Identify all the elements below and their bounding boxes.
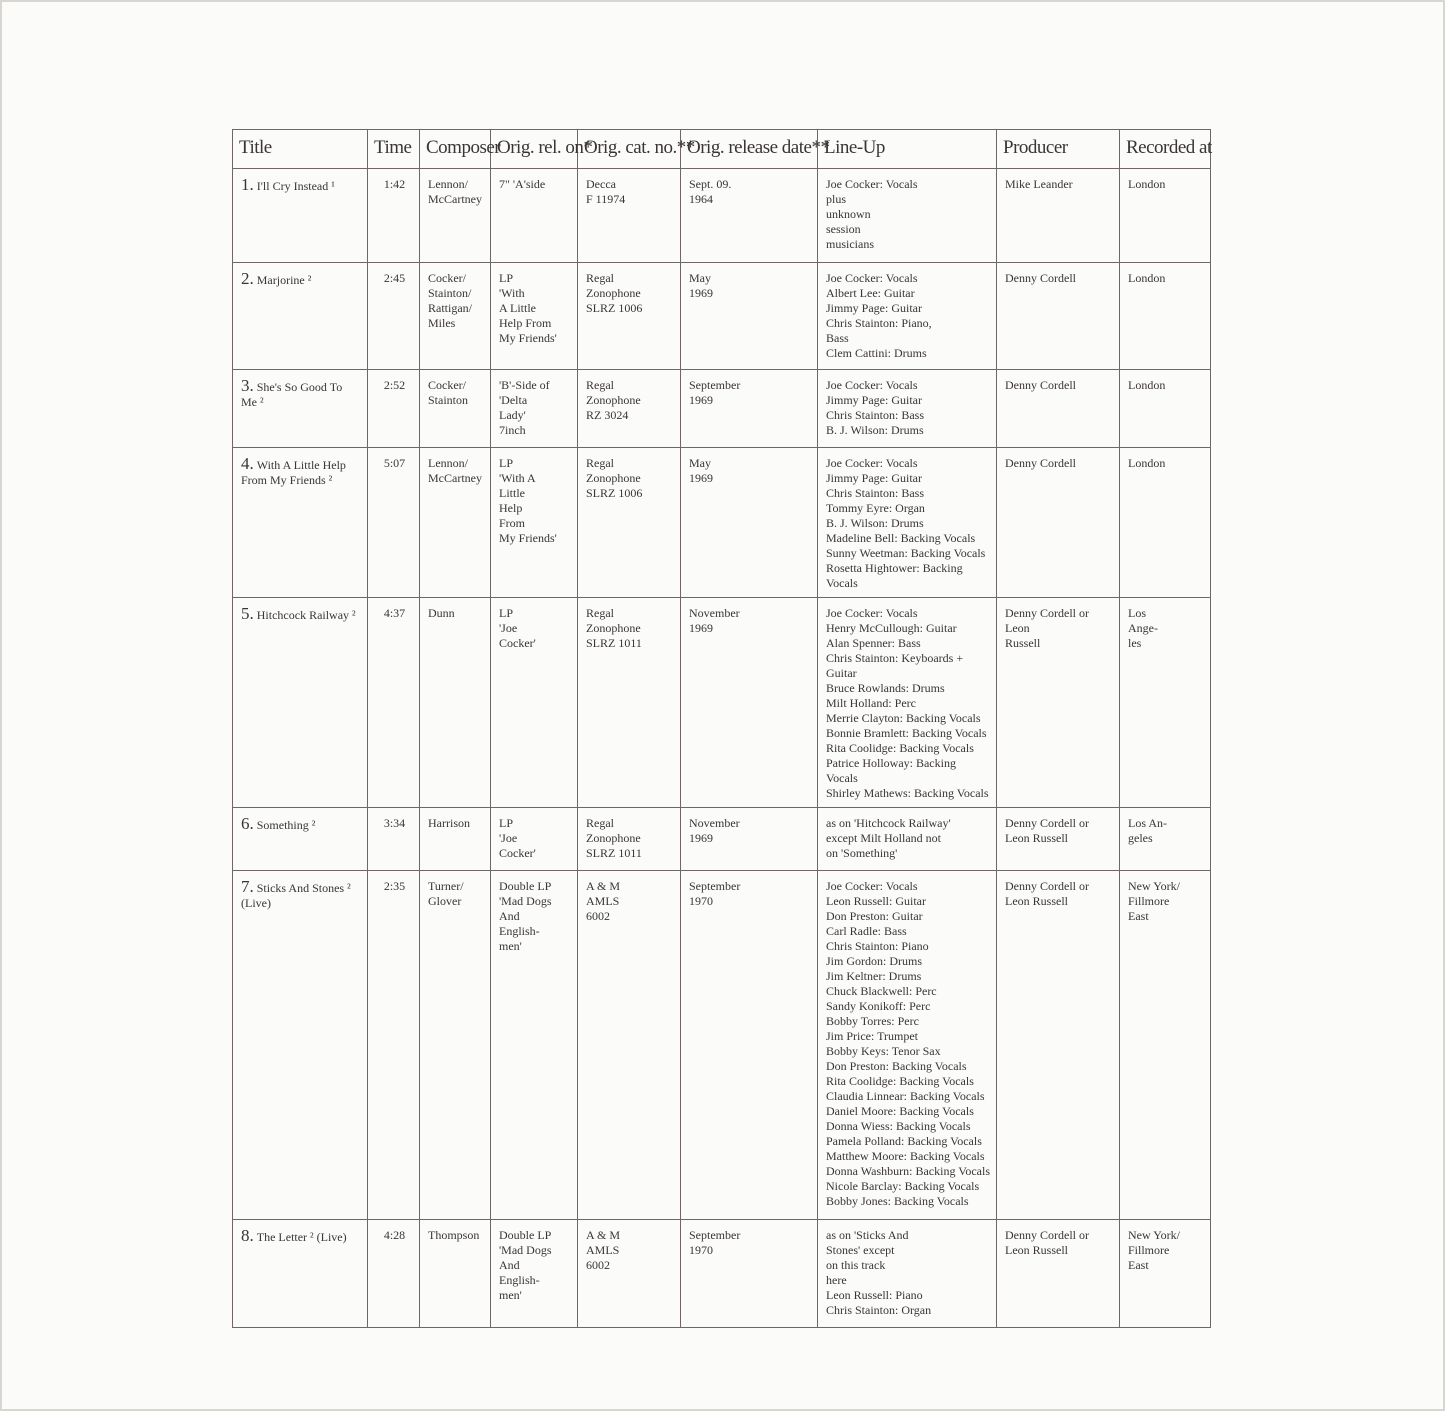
track-number: 7. bbox=[241, 877, 254, 896]
header-line-up: Line-Up bbox=[818, 130, 997, 169]
header-time: Time bbox=[368, 130, 420, 169]
track-cat-no: A & M AMLS 6002 bbox=[578, 871, 681, 1220]
table-row bbox=[233, 598, 1211, 808]
track-release-date: November 1969 bbox=[681, 598, 818, 808]
track-number: 1. bbox=[241, 175, 254, 194]
track-composer: Cocker/ Stainton bbox=[420, 370, 491, 448]
track-cat-no: Regal Zonophone SLRZ 1011 bbox=[578, 808, 681, 871]
track-composer: Thompson bbox=[420, 1220, 491, 1328]
track-release-date: May 1969 bbox=[681, 263, 818, 370]
track-orig-rel-on: Double LP 'Mad Dogs And English- men' bbox=[491, 871, 578, 1220]
header-title: Title bbox=[233, 130, 368, 169]
track-producer: Denny Cordell or Leon Russell bbox=[997, 1220, 1120, 1328]
track-lineup: as on 'Sticks And Stones' except on this track here Leon Russell: Piano Chris Stainton: Organ bbox=[818, 1220, 997, 1328]
table-row bbox=[233, 808, 1211, 871]
track-composer: Cocker/ Stainton/ Rattigan/ Miles bbox=[420, 263, 491, 370]
track-cat-no: Regal Zonophone SLRZ 1006 bbox=[578, 263, 681, 370]
track-orig-rel-on: LP 'Joe Cocker' bbox=[491, 598, 578, 808]
track-release-date: November 1969 bbox=[681, 808, 818, 871]
track-cat-no: Regal Zonophone SLRZ 1011 bbox=[578, 598, 681, 808]
track-lineup: Joe Cocker: Vocals plus unknown session musicians bbox=[818, 169, 997, 263]
track-time: 4:37 bbox=[368, 598, 420, 808]
track-time: 3:34 bbox=[368, 808, 420, 871]
track-title: Sticks And Stones ² (Live) bbox=[241, 881, 351, 910]
track-recorded-at: Los Ange- les bbox=[1120, 598, 1211, 808]
track-number: 5. bbox=[241, 604, 254, 623]
track-title-cell bbox=[233, 370, 368, 448]
header-orig-cat-no: Orig. cat. no.** bbox=[578, 130, 681, 169]
track-producer: Denny Cordell bbox=[997, 370, 1120, 448]
track-time: 2:45 bbox=[368, 263, 420, 370]
track-number: 6. bbox=[241, 814, 254, 833]
track-title-cell bbox=[233, 871, 368, 1220]
track-recorded-at: New York/ Fillmore East bbox=[1120, 871, 1211, 1220]
track-title-cell bbox=[233, 169, 368, 263]
track-producer: Denny Cordell or Leon Russell bbox=[997, 808, 1120, 871]
track-recorded-at: London bbox=[1120, 370, 1211, 448]
track-lineup: as on 'Hitchcock Railway' except Milt Holland not on 'Something' bbox=[818, 808, 997, 871]
track-title-cell bbox=[233, 808, 368, 871]
track-cat-no: Regal Zonophone SLRZ 1006 bbox=[578, 448, 681, 598]
track-title-cell bbox=[233, 448, 368, 598]
track-recorded-at: London bbox=[1120, 448, 1211, 598]
track-title-cell bbox=[233, 263, 368, 370]
track-title: She's So Good To Me ² bbox=[241, 380, 343, 409]
track-recorded-at: New York/ Fillmore East bbox=[1120, 1220, 1211, 1328]
track-time: 2:52 bbox=[368, 370, 420, 448]
track-composer: Dunn bbox=[420, 598, 491, 808]
track-composer: Lennon/ McCartney bbox=[420, 448, 491, 598]
track-table bbox=[232, 129, 1211, 1328]
track-producer: Denny Cordell bbox=[997, 263, 1120, 370]
track-composer: Lennon/ McCartney bbox=[420, 169, 491, 263]
track-time: 5:07 bbox=[368, 448, 420, 598]
track-recorded-at: London bbox=[1120, 263, 1211, 370]
track-cat-no: Decca F 11974 bbox=[578, 169, 681, 263]
track-number: 4. bbox=[241, 454, 254, 473]
header-orig-release-date: Orig. release date** bbox=[681, 130, 818, 169]
track-lineup: Joe Cocker: Vocals Albert Lee: Guitar Jimmy Page: Guitar Chris Stainton: Piano, Bass Clem Cattini: Drums bbox=[818, 263, 997, 370]
track-lineup: Joe Cocker: Vocals Jimmy Page: Guitar Chris Stainton: Bass B. J. Wilson: Drums bbox=[818, 370, 997, 448]
track-title: I'll Cry Instead ¹ bbox=[256, 179, 335, 193]
track-producer: Denny Cordell bbox=[997, 448, 1120, 598]
track-composer: Harrison bbox=[420, 808, 491, 871]
track-release-date: Sept. 09. 1964 bbox=[681, 169, 818, 263]
header-row bbox=[233, 130, 1211, 169]
track-lineup: Joe Cocker: Vocals Jimmy Page: Guitar Chris Stainton: Bass Tommy Eyre: Organ B. J. Wilson: Drums Madeline Bell: Backing Vocals Sunny Weetman: Backing Vocals Rosetta Hightower: Backing Vocals bbox=[818, 448, 997, 598]
track-title: Marjorine ² bbox=[256, 273, 312, 287]
track-title: The Letter ² (Live) bbox=[256, 1230, 347, 1244]
track-time: 1:42 bbox=[368, 169, 420, 263]
track-release-date: September 1970 bbox=[681, 871, 818, 1220]
track-title: Something ² bbox=[256, 818, 316, 832]
track-release-date: September 1970 bbox=[681, 1220, 818, 1328]
track-title: Hitchcock Railway ² bbox=[256, 608, 356, 622]
table-row bbox=[233, 169, 1211, 263]
table-row bbox=[233, 263, 1211, 370]
track-lineup: Joe Cocker: Vocals Leon Russell: Guitar Don Preston: Guitar Carl Radle: Bass Chris Stainton: Piano Jim Gordon: Drums Jim Keltner: Drums Chuck Blackwell: Perc Sandy Konikoff: Perc Bobby Torres: Perc Jim Price: Trumpet Bobby Keys: Tenor Sax Don Preston: Backing Vocals Rita Coolidge: Backing Vocals Claudia Linnear: Backing Vocals Daniel Moore: Backing Vocals Donna Wiess: Backing Vocals Pamela Polland: Backing Vocals Matthew Moore: Backing Vocals Donna Washburn: Backing Vocals Nicole Barclay: Backing Vocals Bobby Jones: Backing Vocals bbox=[818, 871, 997, 1220]
header-composer: Composer bbox=[420, 130, 491, 169]
track-producer: Mike Leander bbox=[997, 169, 1120, 263]
track-cat-no: A & M AMLS 6002 bbox=[578, 1220, 681, 1328]
track-release-date: May 1969 bbox=[681, 448, 818, 598]
track-orig-rel-on: Double LP 'Mad Dogs And English- men' bbox=[491, 1220, 578, 1328]
track-orig-rel-on: LP 'With A Little Help From My Friends' bbox=[491, 448, 578, 598]
track-recorded-at: London bbox=[1120, 169, 1211, 263]
header-orig-rel-on: Orig. rel. on* bbox=[491, 130, 578, 169]
track-orig-rel-on: LP 'With A Little Help From My Friends' bbox=[491, 263, 578, 370]
track-number: 3. bbox=[241, 376, 254, 395]
track-cat-no: Regal Zonophone RZ 3024 bbox=[578, 370, 681, 448]
track-time: 2:35 bbox=[368, 871, 420, 1220]
track-number: 2. bbox=[241, 269, 254, 288]
header-recorded-at: Recorded at bbox=[1120, 130, 1211, 169]
track-recorded-at: Los An- geles bbox=[1120, 808, 1211, 871]
track-producer: Denny Cordell or Leon Russell bbox=[997, 598, 1120, 808]
table-row bbox=[233, 871, 1211, 1220]
table-row bbox=[233, 370, 1211, 448]
track-title-cell bbox=[233, 1220, 368, 1328]
track-composer: Turner/ Glover bbox=[420, 871, 491, 1220]
track-lineup: Joe Cocker: Vocals Henry McCullough: Guitar Alan Spenner: Bass Chris Stainton: Keyboards + Guitar Bruce Rowlands: Drums Milt Holland: Perc Merrie Clayton: Backing Vocals Bonnie Bramlett: Backing Vocals Rita Coolidge: Backing Vocals Patrice Holloway: Backing Vocals Shirley Mathews: Backing Vocals bbox=[818, 598, 997, 808]
track-orig-rel-on: 7" 'A'side bbox=[491, 169, 578, 263]
track-producer: Denny Cordell or Leon Russell bbox=[997, 871, 1120, 1220]
table-row bbox=[233, 1220, 1211, 1328]
track-title: With A Little Help From My Friends ² bbox=[241, 458, 346, 487]
track-orig-rel-on: LP 'Joe Cocker' bbox=[491, 808, 578, 871]
track-title-cell bbox=[233, 598, 368, 808]
track-time: 4:28 bbox=[368, 1220, 420, 1328]
table-row bbox=[233, 448, 1211, 598]
track-release-date: September 1969 bbox=[681, 370, 818, 448]
track-number: 8. bbox=[241, 1226, 254, 1245]
header-producer: Producer bbox=[997, 130, 1120, 169]
track-orig-rel-on: 'B'-Side of 'Delta Lady' 7inch bbox=[491, 370, 578, 448]
